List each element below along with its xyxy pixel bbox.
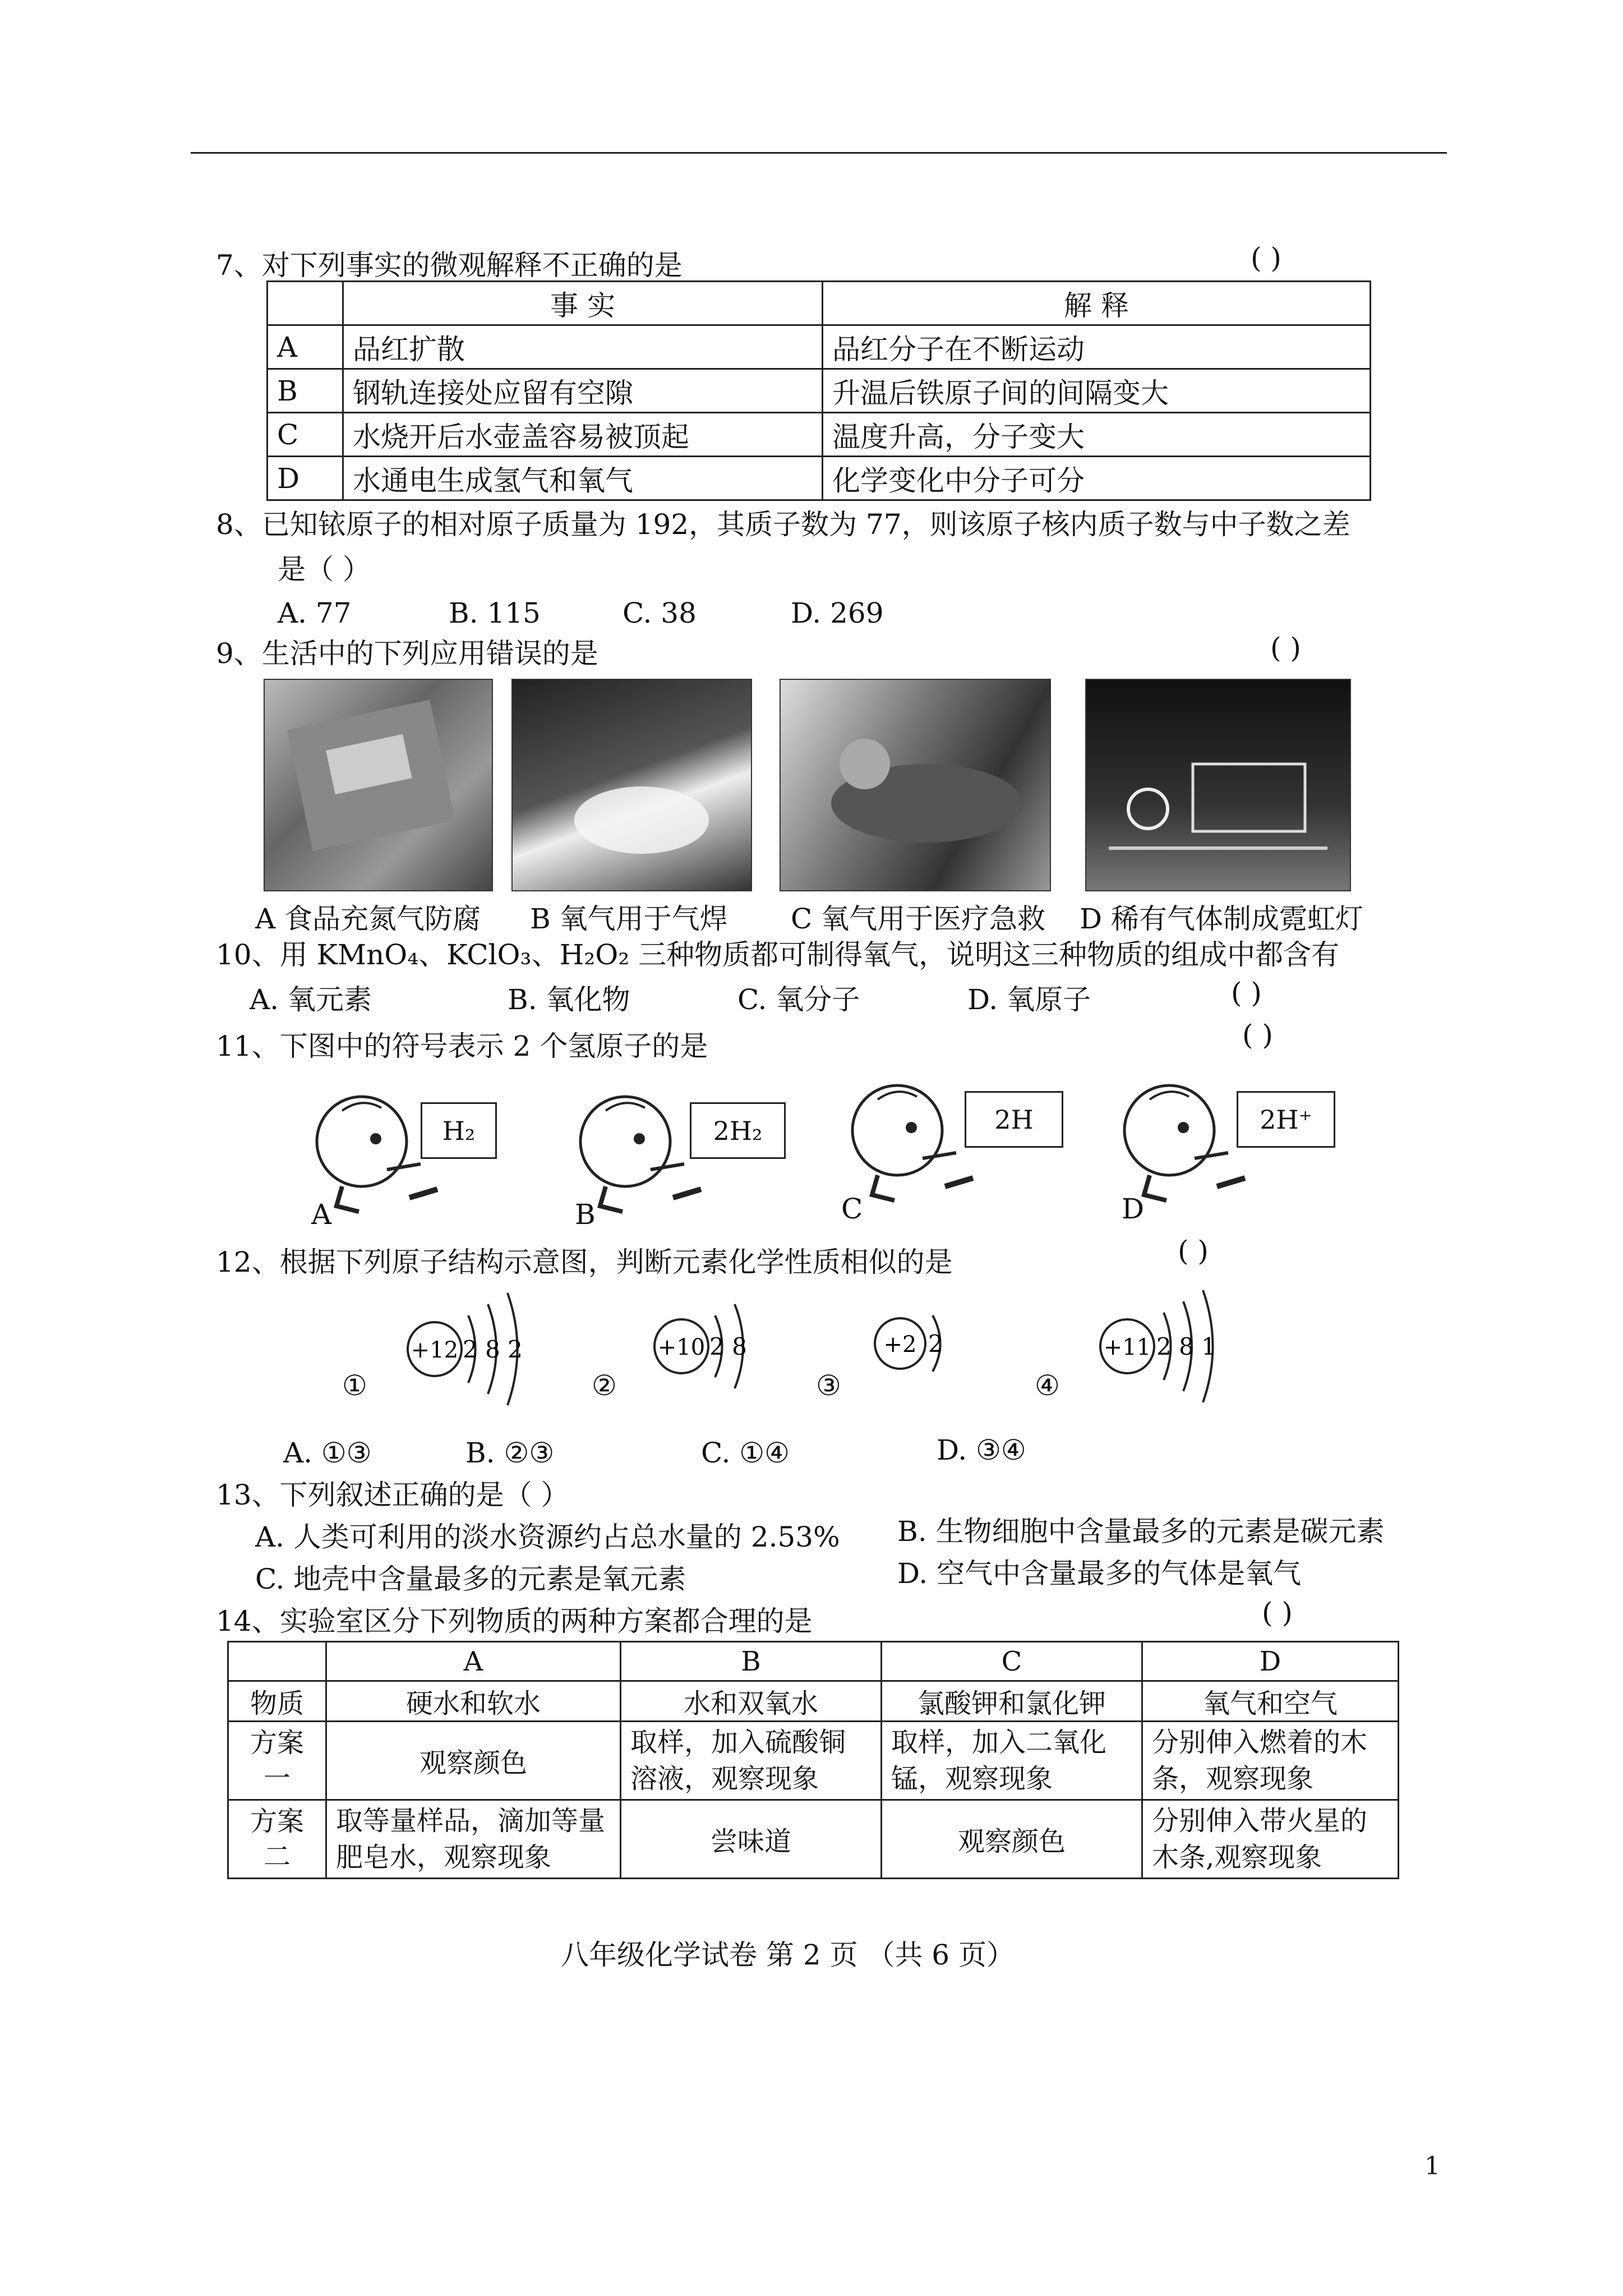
q13-stem: 13、下列叙述正确的是（ ） <box>216 1479 569 1511</box>
table-row <box>228 1681 1399 1722</box>
q9-caption-a: A 食品充氮气防腐 <box>255 903 481 935</box>
q14-answer-bracket: ( ) <box>1262 1596 1293 1629</box>
table-row <box>268 369 1371 413</box>
q9-caption-d: D 稀有气体制成霓虹灯 <box>1080 903 1363 935</box>
atom-1-number: ① <box>342 1369 367 1402</box>
atom-4-nucleus: +11 <box>1103 1335 1151 1360</box>
q14-cell: 氧气和空气 <box>1142 1681 1399 1722</box>
q7-stem: 7、对下列事实的微观解释不正确的是 <box>216 249 683 282</box>
q9-stem: 9、生活中的下列应用错误的是 <box>216 637 598 670</box>
q14-cell: 观察颜色 <box>882 1800 1142 1879</box>
q13-option-c: C. 地壳中含量最多的元素是氧元素 <box>255 1563 686 1595</box>
q14-cell: 氯酸钾和氯化钾 <box>882 1681 1142 1722</box>
q12-answer-bracket: ( ) <box>1178 1235 1209 1267</box>
q13-option-b: B. 生物细胞中含量最多的元素是碳元素 <box>897 1515 1385 1548</box>
q12-option-c: C. ①④ <box>701 1437 790 1469</box>
q14-cell: 分别伸入燃着的木条，观察现象 <box>1142 1722 1399 1800</box>
q10-option-c: C. 氧分子 <box>737 983 860 1016</box>
atom-diagram-2 <box>645 1293 768 1405</box>
q14-stem: 14、实验室区分下列物质的两种方案都合理的是 <box>216 1605 813 1637</box>
atom-diagram-3 <box>866 1299 956 1394</box>
q14-cell: 水和双氧水 <box>621 1681 882 1722</box>
q7-opt: D <box>268 457 343 500</box>
q9-caption-b: B 氧气用于气焊 <box>530 903 728 935</box>
q14-row-label: 方案二 <box>228 1800 326 1879</box>
q13-option-a: A. 人类可利用的淡水资源约占总水量的 2.53% <box>255 1521 840 1553</box>
q7-explain: 温度升高，分子变大 <box>823 413 1371 457</box>
photo-gas-welding <box>511 679 752 891</box>
page-footer: 八年级化学试卷 第 2 页 （共 6 页） <box>561 1939 1015 1971</box>
table-row <box>268 457 1371 500</box>
q7-opt: A <box>268 325 343 369</box>
table-row <box>228 1722 1399 1800</box>
atom-3-shells: 2 <box>928 1330 943 1358</box>
q14-row-label: 物质 <box>228 1681 326 1722</box>
q11-board-c: 2H <box>965 1091 1063 1148</box>
q10-option-d: D. 氧原子 <box>967 983 1091 1016</box>
atom-4-number: ④ <box>1035 1369 1060 1402</box>
atom-2-number: ② <box>592 1369 617 1402</box>
q14-cell: 观察颜色 <box>326 1722 621 1800</box>
table-row <box>268 413 1371 457</box>
q7-answer-bracket: ( ) <box>1251 242 1281 274</box>
q12-option-b: B. ②③ <box>465 1437 555 1469</box>
atom-1-nucleus: +12 <box>411 1337 459 1363</box>
q7-opt: C <box>268 413 343 457</box>
q10-option-a: A. 氧元素 <box>250 983 372 1016</box>
q14-cell: 取等量样品，滴加等量肥皂水，观察现象 <box>326 1800 621 1879</box>
q11-label-d: D <box>1122 1193 1145 1225</box>
q14-col-c: C <box>882 1642 1142 1681</box>
q14-cell: 硬水和软水 <box>326 1681 621 1722</box>
q7-explain: 化学变化中分子可分 <box>823 457 1371 500</box>
atom-diagram-1 <box>398 1282 544 1422</box>
q13-option-d: D. 空气中含量最多的气体是氧气 <box>897 1557 1302 1590</box>
photo-food-packaging <box>264 679 493 891</box>
q14-row-label: 方案一 <box>228 1722 326 1800</box>
q9-answer-bracket: ( ) <box>1270 632 1301 664</box>
q8-stem: 8、已知铱原子的相对原子质量为 192，其质子数为 77，则该原子核内质子数与中子数之差 <box>216 508 1350 541</box>
q7-fact: 水通电生成氢气和氧气 <box>343 457 823 500</box>
q8-stem-cont: 是（ ） <box>278 553 371 586</box>
q8-option-c: C. 38 <box>623 597 697 629</box>
q7-opt: B <box>268 369 343 413</box>
neon-lights-icon <box>1086 680 1350 890</box>
food-bag-icon <box>265 680 492 890</box>
atom-4-shells: 2 8 1 <box>1156 1333 1216 1360</box>
q14-col-d: D <box>1142 1642 1399 1681</box>
atom-1-shells: 2 8 2 <box>463 1336 523 1363</box>
welding-flame-icon <box>513 680 751 890</box>
q14-cell: 分别伸入带火星的木条,观察现象 <box>1142 1800 1399 1879</box>
photo-medical-oxygen <box>780 679 1051 891</box>
q7-fact: 水烧开后水壶盖容易被顶起 <box>343 413 823 457</box>
atom-2-shells: 2 8 <box>709 1333 747 1360</box>
q11-board-d: 2H⁺ <box>1237 1091 1335 1148</box>
q7-fact: 品红扩散 <box>343 325 823 369</box>
q10-answer-bracket: ( ) <box>1231 977 1262 1009</box>
q14-table <box>227 1641 1399 1879</box>
atom-3-number: ③ <box>816 1369 841 1402</box>
table-row <box>228 1800 1399 1879</box>
q14-cell: 取样，加入二氧化锰，观察现象 <box>882 1722 1142 1800</box>
q14-cell: 取样，加入硫酸铜溶液，观察现象 <box>621 1722 882 1800</box>
atom-3-nucleus: +2 <box>883 1332 917 1358</box>
q12-stem: 12、根据下列原子结构示意图，判断元素化学性质相似的是 <box>216 1246 953 1278</box>
photo-neon-lights <box>1085 679 1351 891</box>
q7-fact: 钢轨连接处应留有空隙 <box>343 369 823 413</box>
q10-option-b: B. 氧化物 <box>508 983 630 1016</box>
q11-label-a: A <box>311 1198 332 1231</box>
q7-header-fact: 事 实 <box>343 282 823 325</box>
q11-board-a: H₂ <box>421 1102 497 1159</box>
page-number: 1 <box>1424 2152 1440 2180</box>
atom-2-nucleus: +10 <box>657 1335 706 1360</box>
q9-caption-c: C 氧气用于医疗急救 <box>791 903 1046 935</box>
q12-option-a: A. ①③ <box>283 1437 372 1469</box>
q7-explain: 品红分子在不断运动 <box>823 325 1371 369</box>
q14-col-b: B <box>621 1642 882 1681</box>
q12-option-d: D. ③④ <box>937 1434 1026 1466</box>
q7-table <box>266 280 1371 501</box>
q11-board-b: 2H₂ <box>690 1102 786 1159</box>
q11-answer-bracket: ( ) <box>1242 1019 1273 1051</box>
q7-explain: 升温后铁原子间的间隔变大 <box>823 369 1371 413</box>
q11-stem: 11、下图中的符号表示 2 个氢原子的是 <box>216 1030 708 1062</box>
q11-label-c: C <box>841 1193 863 1225</box>
q11-label-b: B <box>575 1198 596 1231</box>
q7-header-explain: 解 释 <box>823 282 1371 325</box>
q14-cell: 尝味道 <box>621 1800 882 1879</box>
q10-stem: 10、用 KMnO₄、KClO₃、H₂O₂ 三种物质都可制得氧气，说明这三种物质的组成中都含有 <box>216 938 1340 971</box>
top-rule <box>191 152 1447 154</box>
q8-option-b: B. 115 <box>449 597 541 629</box>
q8-option-a: A. 77 <box>278 597 352 629</box>
q8-option-d: D. 269 <box>791 597 884 629</box>
atom-diagram-4 <box>1094 1276 1239 1416</box>
q14-col-a: A <box>326 1642 621 1681</box>
patient-icon <box>781 680 1050 890</box>
table-row <box>268 325 1371 369</box>
